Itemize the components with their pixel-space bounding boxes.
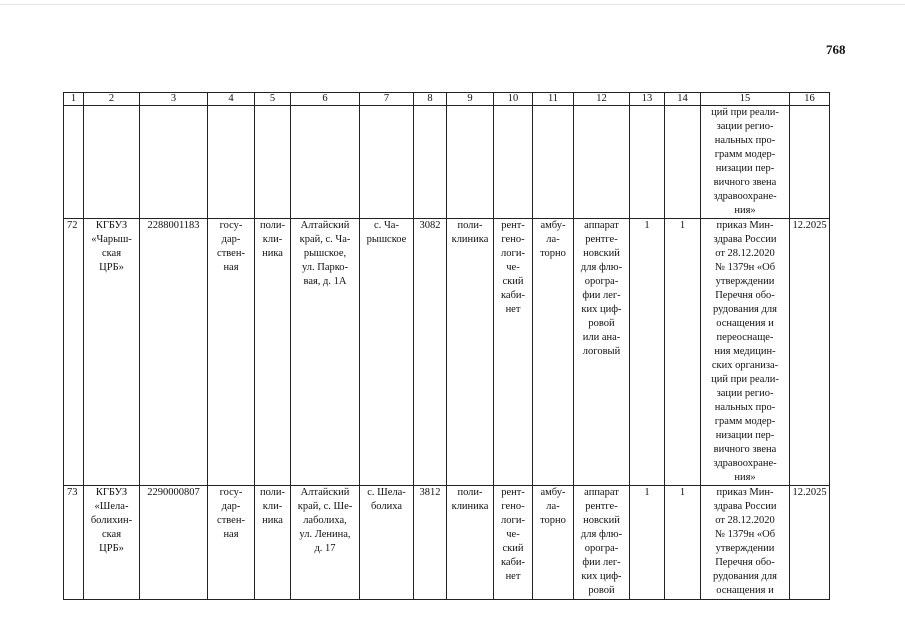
table-cell: аппарат рентге- новский для флю- орогра- фии лег- ких циф- ровой: [574, 486, 630, 600]
table-cell: приказ Мин- здрава России от 28.12.2020 № 1379н «Об утверждении Перечня обо- рудования для оснащения и переоснаще- ния медицин- ских организа- ций при реали- зации регио- нальных про- грамм модер- низации пер- вичного звена здравоохране- ния»: [701, 219, 790, 486]
table-cell: поли- клиника: [447, 486, 494, 600]
table-cell: [360, 106, 414, 219]
table-cell: с. Шела- болиха: [360, 486, 414, 600]
table-cell: [255, 106, 291, 219]
table-cell: госу- дар- ствен- ная: [208, 219, 255, 486]
column-number-cell: 8: [414, 93, 447, 106]
column-number-row: [64, 93, 830, 106]
table-cell: КГБУЗ «Чарыш- ская ЦРБ»: [84, 219, 140, 486]
table-cell: 12.2025: [790, 486, 830, 600]
equipment-table: [63, 92, 830, 600]
column-number-cell: 2: [84, 93, 140, 106]
table-cell: [494, 106, 533, 219]
table-cell: [630, 106, 665, 219]
table-cell: 12.2025: [790, 219, 830, 486]
column-number-cell: 12: [574, 93, 630, 106]
page-number: 768: [826, 42, 846, 57]
table-cell: Алтайский край, с. Ча- рышское, ул. Парко- вая, д. 1А: [291, 219, 360, 486]
column-number-cell: 11: [533, 93, 574, 106]
table-cell: [414, 106, 447, 219]
table-cell: [291, 106, 360, 219]
table-cell: поли- клиника: [447, 219, 494, 486]
table-cell: амбу- ла- торно: [533, 486, 574, 600]
table-cell: рент- гено- логи- че- ский каби- нет: [494, 486, 533, 600]
table-row: [64, 219, 830, 486]
table-cell: рент- гено- логи- че- ский каби- нет: [494, 219, 533, 486]
table-cell: с. Ча- рышское: [360, 219, 414, 486]
table-cell: 72: [64, 219, 84, 486]
column-number-cell: 10: [494, 93, 533, 106]
column-number-cell: 16: [790, 93, 830, 106]
table-cell: [140, 106, 208, 219]
table-cell: 73: [64, 486, 84, 600]
column-number-cell: 1: [64, 93, 84, 106]
table-cell: [665, 106, 701, 219]
column-number-cell: 6: [291, 93, 360, 106]
table-row: [64, 106, 830, 219]
column-number-cell: 13: [630, 93, 665, 106]
table-cell: амбу- ла- торно: [533, 219, 574, 486]
table-cell: [574, 106, 630, 219]
table-cell: 1: [665, 486, 701, 600]
column-number-cell: 5: [255, 93, 291, 106]
column-number-cell: 7: [360, 93, 414, 106]
table-cell: 1: [630, 219, 665, 486]
table-cell: 1: [665, 219, 701, 486]
table-cell: [790, 106, 830, 219]
table-cell: Алтайский край, с. Ше- лаболиха, ул. Ленина, д. 17: [291, 486, 360, 600]
table-cell: ций при реали- зации регио- нальных про- грамм модер- низации пер- вичного звена здравоохране- ния»: [701, 106, 790, 219]
table-cell: [447, 106, 494, 219]
table-cell: поли- кли- ника: [255, 219, 291, 486]
column-number-cell: 4: [208, 93, 255, 106]
column-number-cell: 14: [665, 93, 701, 106]
table-cell: 2288001183: [140, 219, 208, 486]
table-row: [64, 486, 830, 600]
column-number-cell: 3: [140, 93, 208, 106]
scan-edge-line: [0, 4, 905, 5]
table-cell: поли- кли- ника: [255, 486, 291, 600]
table-cell: приказ Мин- здрава России от 28.12.2020 № 1379н «Об утверждении Перечня обо- рудования для оснащения и: [701, 486, 790, 600]
table-cell: [64, 106, 84, 219]
table-cell: [533, 106, 574, 219]
table-cell: госу- дар- ствен- ная: [208, 486, 255, 600]
table-cell: 1: [630, 486, 665, 600]
table-cell: [84, 106, 140, 219]
table-cell: аппарат рентге- новский для флю- орогра- фии лег- ких циф- ровой или ана- логовый: [574, 219, 630, 486]
table-cell: 3082: [414, 219, 447, 486]
table-cell: 2290000807: [140, 486, 208, 600]
table-cell: [208, 106, 255, 219]
column-number-cell: 9: [447, 93, 494, 106]
table-cell: 3812: [414, 486, 447, 600]
column-number-cell: 15: [701, 93, 790, 106]
table-cell: КГБУЗ «Шела- болихин- ская ЦРБ»: [84, 486, 140, 600]
